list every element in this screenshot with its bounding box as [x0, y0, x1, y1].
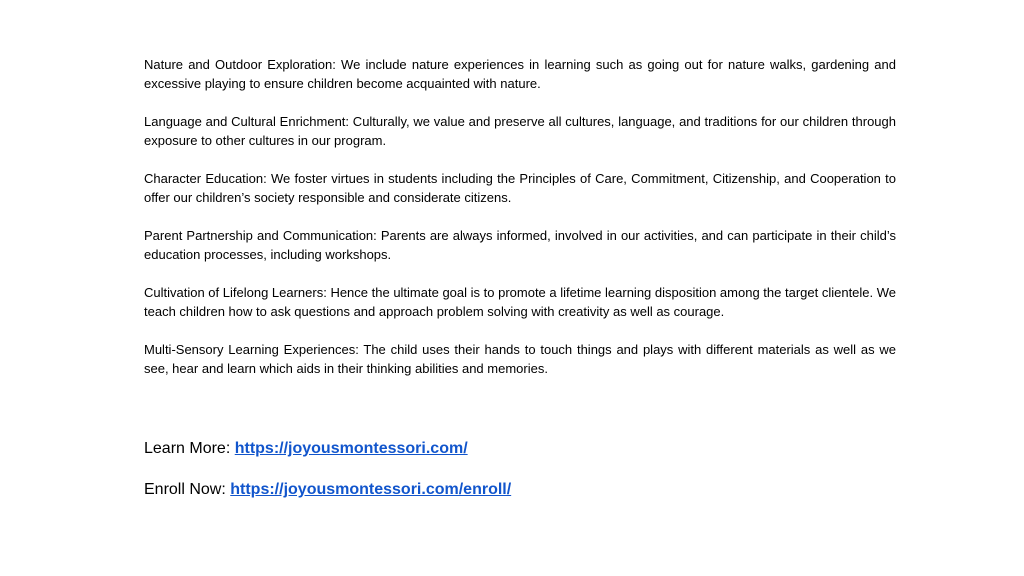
links-section: [144, 438, 896, 520]
paragraph-lifelong-learners: Cultivation of Lifelong Learners: Hence the ultimate goal is to promote a lifetime learning disposition among the target clientele. We teach children how to ask questions and approach problem solving with creativity as well as courage.: [144, 285, 897, 319]
enroll-now-label: Enroll Now:: [144, 481, 231, 498]
enroll-now-link[interactable]: https://joyousmontessori.com/enroll/: [230, 481, 512, 498]
paragraph-multi-sensory: Multi-Sensory Learning Experiences: The child uses their hands to touch things and plays with different materials as well as we see, hear and learn which aids in their thinking abilities and memories.: [144, 342, 896, 376]
learn-more-link[interactable]: https://joyousmontessori.com/: [234, 440, 468, 457]
paragraph-cultural-enrichment: Language and Cultural Enrichment: Culturally, we value and preserve all cultures, language, and traditions for our children through exposure to other cultures in our program.: [144, 114, 896, 148]
learn-more-label: Learn More:: [144, 440, 235, 457]
document-body: [144, 55, 896, 397]
paragraph-nature-exploration: Nature and Outdoor Exploration: We include nature experiences in learning such as going out for nature walks, gardening and excessive playing to ensure children become acquainted with nature.: [144, 57, 896, 91]
enroll-now-line: [144, 479, 896, 501]
learn-more-line: [144, 438, 896, 460]
paragraph-character-education: Character Education: We foster virtues in students including the Principles of Care, Commitment, Citizenship, and Cooperation to offer our children’s society responsible and considerate citizens.: [144, 171, 896, 205]
paragraph-parent-partnership: Parent Partnership and Communication: Parents are always informed, involved in our activities, and can participate in their child’s education processes, including workshops.: [144, 228, 896, 262]
